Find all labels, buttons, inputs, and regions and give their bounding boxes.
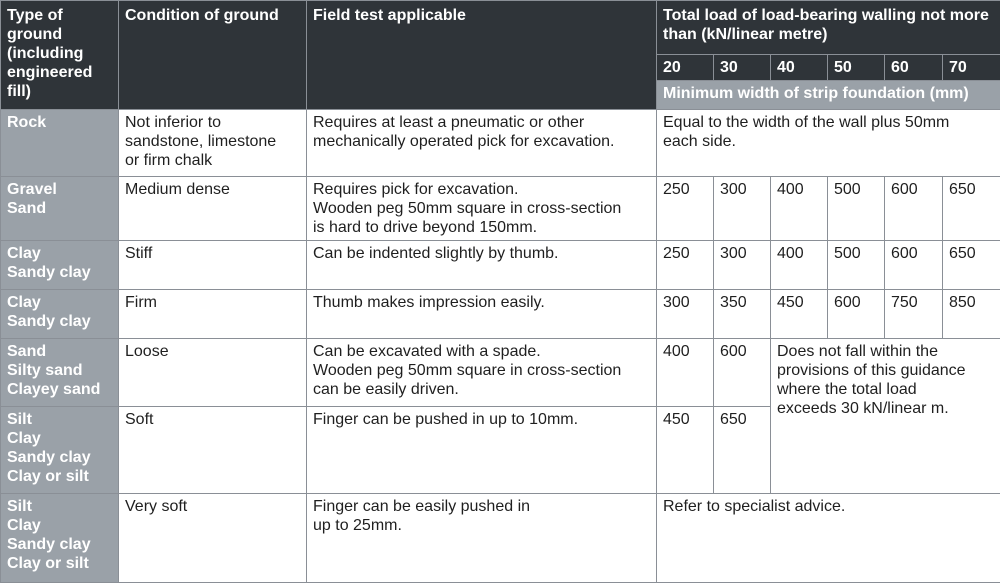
ground-type-cell — [1, 290, 119, 339]
field-test-line: Can be excavated with a spade. — [313, 343, 541, 360]
condition-cell — [119, 290, 307, 339]
width-cell: 350 — [714, 290, 771, 339]
width-cell: 650 — [714, 407, 771, 494]
ground-type-line: Sandy clay — [7, 449, 91, 466]
table-row — [1, 110, 1000, 177]
ground-type-line: Sand — [7, 343, 47, 360]
field-test-line: can be easily driven. — [313, 381, 459, 398]
field-test-cell — [307, 177, 657, 241]
field-test-line: Wooden peg 50mm square in cross-section — [313, 362, 622, 379]
width-cell: 600 — [714, 339, 771, 407]
ground-type-line: Silt — [7, 411, 32, 428]
guidance-note-line: Does not fall within the — [777, 343, 938, 360]
table-row — [1, 177, 1000, 241]
load-40: 40 — [771, 55, 828, 81]
field-test-line: Wooden peg 50mm square in cross-section — [313, 200, 622, 217]
width-cell: 450 — [771, 290, 828, 339]
field-test-line: Requires at least a pneumatic or other — [313, 114, 585, 131]
ground-type-line: Clay — [7, 430, 41, 447]
width-cell: 500 — [828, 177, 885, 241]
ground-type-cell — [1, 407, 119, 494]
guidance-note-line: where the total load — [777, 381, 917, 398]
field-test-cell — [307, 494, 657, 583]
ground-type-line: Sandy clay — [7, 313, 91, 330]
condition-line: or firm chalk — [125, 152, 213, 169]
table-row — [1, 241, 1000, 290]
ground-type-cell — [1, 494, 119, 583]
header-total-load: Total load of load-bearing walling not more than (kN/linear metre) — [657, 1, 1000, 55]
width-cell: 300 — [714, 177, 771, 241]
load-60: 60 — [885, 55, 943, 81]
load-20: 20 — [657, 55, 714, 81]
ground-type-line: Silty sand — [7, 362, 83, 379]
field-test-line: Requires pick for excavation. — [313, 181, 519, 198]
guidance-note-cell — [771, 339, 1000, 494]
table-row — [1, 290, 1000, 339]
condition-line: Loose — [125, 343, 169, 360]
width-cell: 650 — [943, 241, 1000, 290]
width-cell: 650 — [943, 177, 1000, 241]
width-cell: 750 — [885, 290, 943, 339]
table-row — [1, 339, 1000, 407]
width-note-line: Equal to the width of the wall plus 50mm — [663, 114, 950, 131]
guidance-note-line: exceeds 30 kN/linear m. — [777, 400, 949, 417]
width-cell: 600 — [828, 290, 885, 339]
width-cell: 400 — [771, 241, 828, 290]
load-30: 30 — [714, 55, 771, 81]
condition-line: Not inferior to — [125, 114, 222, 131]
width-cell: 600 — [885, 241, 943, 290]
width-cell: 850 — [943, 290, 1000, 339]
load-70: 70 — [943, 55, 1000, 81]
width-note-line: Refer to specialist advice. — [663, 498, 846, 515]
width-note-cell — [657, 110, 1000, 177]
header-field-test: Field test applicable — [307, 1, 657, 110]
field-test-cell — [307, 407, 657, 494]
condition-line: Stiff — [125, 245, 153, 262]
header-row-1 — [1, 1, 1000, 55]
header-min-width: Minimum width of strip foundation (mm) — [657, 81, 1000, 110]
field-test-line: is hard to drive beyond 150mm. — [313, 219, 538, 236]
width-cell: 450 — [657, 407, 714, 494]
table-row — [1, 494, 1000, 583]
condition-cell — [119, 110, 307, 177]
ground-type-line: Clay — [7, 294, 41, 311]
header-type-of-ground: Type of ground (including engineered fill) — [1, 1, 119, 110]
ground-type-line: Clay — [7, 517, 41, 534]
ground-type-cell — [1, 339, 119, 407]
width-cell: 250 — [657, 177, 714, 241]
ground-type-line: Sandy clay — [7, 264, 91, 281]
field-test-cell — [307, 339, 657, 407]
ground-type-cell — [1, 110, 119, 177]
width-cell: 600 — [885, 177, 943, 241]
condition-cell — [119, 407, 307, 494]
ground-type-cell — [1, 241, 119, 290]
condition-cell — [119, 241, 307, 290]
width-cell: 400 — [657, 339, 714, 407]
ground-type-line: Clay or silt — [7, 468, 89, 485]
condition-cell — [119, 494, 307, 583]
load-50: 50 — [828, 55, 885, 81]
ground-type-line: Clay — [7, 245, 41, 262]
ground-type-cell — [1, 177, 119, 241]
ground-type-line: Rock — [7, 114, 47, 131]
header-condition: Condition of ground — [119, 1, 307, 110]
ground-type-line: Clay or silt — [7, 555, 89, 572]
ground-type-line: Sandy clay — [7, 536, 91, 553]
field-test-cell — [307, 110, 657, 177]
width-note-line: each side. — [663, 133, 736, 150]
field-test-line: mechanically operated pick for excavation. — [313, 133, 615, 150]
ground-type-line: Sand — [7, 200, 47, 217]
condition-line: Firm — [125, 294, 157, 311]
width-cell: 300 — [657, 290, 714, 339]
condition-line: Soft — [125, 411, 154, 428]
ground-type-line: Silt — [7, 498, 32, 515]
field-test-line: Can be indented slightly by thumb. — [313, 245, 559, 262]
width-cell: 250 — [657, 241, 714, 290]
condition-cell — [119, 339, 307, 407]
field-test-line: Finger can be easily pushed in — [313, 498, 531, 515]
width-note-cell — [657, 494, 1000, 583]
condition-cell — [119, 177, 307, 241]
ground-type-line: Gravel — [7, 181, 57, 198]
field-test-cell — [307, 241, 657, 290]
condition-line: Medium dense — [125, 181, 230, 198]
field-test-line: up to 25mm. — [313, 517, 402, 534]
condition-line: sandstone, limestone — [125, 133, 277, 150]
width-cell: 300 — [714, 241, 771, 290]
field-test-cell — [307, 290, 657, 339]
field-test-line: Finger can be pushed in up to 10mm. — [313, 411, 579, 428]
width-cell: 400 — [771, 177, 828, 241]
field-test-line: Thumb makes impression easily. — [313, 294, 545, 311]
ground-type-line: Clayey sand — [7, 381, 101, 398]
guidance-note-line: provisions of this guidance — [777, 362, 966, 379]
width-cell: 500 — [828, 241, 885, 290]
condition-line: Very soft — [125, 498, 188, 515]
